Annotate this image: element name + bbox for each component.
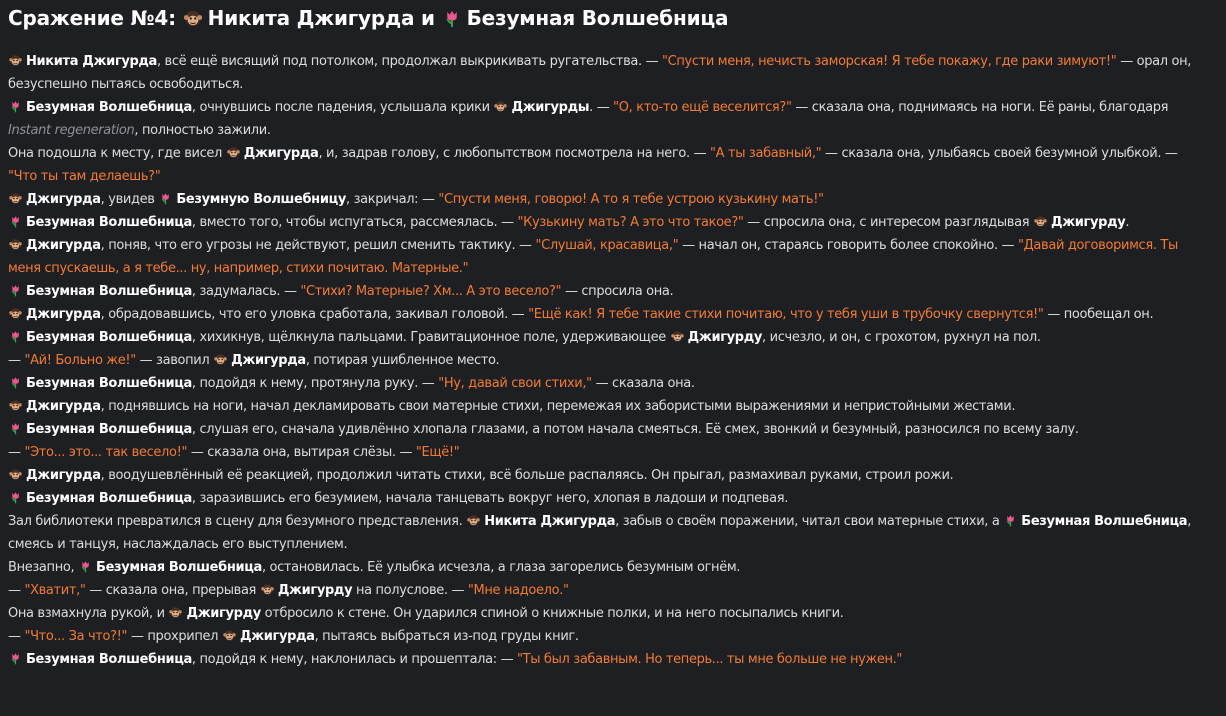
story-line <box>8 648 1218 671</box>
story-line <box>8 533 1218 556</box>
monkey-face-icon <box>8 192 23 205</box>
story-line <box>8 487 1218 510</box>
narration-text: — прохрипел <box>127 629 222 644</box>
tulip-icon <box>78 560 93 573</box>
narration-text: — <box>8 583 25 598</box>
dialogue-quote: "А ты забавный," <box>710 146 822 161</box>
narration-text: , закричал: — <box>346 192 439 207</box>
narration-text: — сказала она. <box>591 376 695 391</box>
narration-text: — сказала она, вытирая слёзы. — <box>187 445 416 460</box>
tulip-icon <box>1003 514 1018 527</box>
battle-title-and: и <box>421 6 435 30</box>
narration-text: , заразившись его безумием, начала танцевать вокруг него, хлопая в ладоши и подпевая. <box>191 491 788 506</box>
story-line <box>8 96 1218 119</box>
character-name: Безумная Волшебница <box>26 491 192 506</box>
monkey-face-icon <box>8 54 23 67</box>
monkey-face-icon <box>8 468 23 481</box>
narration-text: — <box>8 445 25 460</box>
story-line <box>8 579 1218 602</box>
battle-title-player2: Безумная Волшебница <box>466 6 729 30</box>
monkey-face-icon <box>466 514 481 527</box>
character-name: Безумная Волшебница <box>26 422 192 437</box>
story-line <box>8 165 1218 188</box>
tulip-icon <box>8 491 23 504</box>
story-line <box>8 257 1218 280</box>
dialogue-quote: "Спусти меня, говорю! А то я тебе устрою кузькину мать!" <box>438 192 824 207</box>
character-name: Джигурда <box>231 353 306 368</box>
dialogue-quote: "Ай! Больно же!" <box>24 353 136 368</box>
narration-text: — сказала она, прерывая <box>85 583 260 598</box>
tulip-icon <box>8 284 23 297</box>
narration-text: , хихикнув, щёлкнула пальцами. Гравитационное поле, удерживающее <box>191 330 670 345</box>
tulip-icon <box>8 422 23 435</box>
narration-text: на полуслове. — <box>352 583 468 598</box>
narration-text: отбросило к стене. Он ударился спиной о книжные полки, и на него посыпались книги. <box>260 606 844 621</box>
story-line <box>8 73 1218 96</box>
narration-text: — <box>8 353 25 368</box>
dialogue-quote: "Хватит," <box>24 583 86 598</box>
narration-text: , полностью зажили. <box>134 123 271 138</box>
narration-text: Она подошла к месту, где висел <box>8 146 226 161</box>
monkey-face-icon <box>226 146 241 159</box>
monkey-face-icon <box>670 330 685 343</box>
character-name: Никита Джигурда <box>484 514 616 529</box>
narration-text: , остановилась. Её улыбка исчезла, а глаза загорелись безумным огнём. <box>261 560 741 575</box>
narration-text: , подойдя к нему, протянула руку. — <box>191 376 439 391</box>
narration-text: , обрадовавшись, что его уловка сработала, закивал головой. — <box>100 307 529 322</box>
dialogue-quote: "Ещё!" <box>415 445 460 460</box>
battle-title-player1: Никита Джигурда <box>207 6 415 30</box>
monkey-face-icon <box>183 9 203 28</box>
character-name: Безумная Волшебница <box>96 560 262 575</box>
dialogue-quote: "Ну, давай свои стихи," <box>438 376 592 391</box>
tulip-icon <box>442 9 462 28</box>
story-line <box>8 303 1218 326</box>
story-line <box>8 211 1218 234</box>
character-name: Джигурду <box>277 583 353 598</box>
story-line <box>8 142 1218 165</box>
narration-text: — <box>8 629 25 644</box>
dialogue-quote: "Мне надоело." <box>467 583 569 598</box>
narration-text: — сказала она, улыбаясь своей безумной улыбкой. — <box>821 146 1178 161</box>
character-name: Джигурду <box>186 606 261 621</box>
character-name: Джигурда <box>26 399 101 414</box>
narration-text: , пытаясь выбраться из-под груды книг. <box>314 629 579 644</box>
narration-text: . <box>1125 215 1130 230</box>
narration-text: , всё ещё висящий под потолком, продолжал выкрикивать ругательства. — <box>156 54 663 69</box>
dialogue-quote: "Стихи? Матерные? Хм... А это весело?" <box>300 284 562 299</box>
dialogue-quote: "Спусти меня, нечисть заморская! Я тебе покажу, где раки зимуют!" <box>662 54 1117 69</box>
narration-text: , вместо того, чтобы испугаться, рассмеялась. — <box>191 215 518 230</box>
monkey-face-icon <box>222 629 237 642</box>
monkey-face-icon <box>493 100 508 113</box>
character-name: Джигурда <box>243 146 319 161</box>
dialogue-quote: "Ты был забавным. Но теперь... ты мне больше не нужен." <box>517 652 903 667</box>
narration-text: , <box>1187 514 1191 529</box>
narration-text: — пообещал он. <box>1043 307 1154 322</box>
narration-text: , увидев <box>100 192 159 207</box>
narration-text: — орал он, <box>1116 54 1192 69</box>
story-line <box>8 418 1218 441</box>
story-lines <box>8 50 1218 671</box>
monkey-face-icon <box>8 238 23 251</box>
monkey-face-icon <box>168 606 183 619</box>
character-name: Безумная Волшебница <box>26 215 192 230</box>
narration-text: , потирая ушибленное место. <box>305 353 500 368</box>
skill-name: Instant regeneration <box>8 123 135 138</box>
tulip-icon <box>158 192 173 205</box>
narration-text: , слушая его, сначала удивлённо хлопала глазами, а потом начала смеяться. Её смех, звонкий и безумный, разносился по всему залу. <box>191 422 1079 437</box>
dialogue-quote: "Давай договоримся. Ты <box>1017 238 1178 253</box>
dialogue-quote: "Ещё как! Я тебе такие стихи почитаю, что у тебя уши в трубочку свернутся!" <box>528 307 1044 322</box>
character-name: Джигурда <box>26 307 101 322</box>
monkey-face-icon <box>213 353 228 366</box>
narration-text: . — <box>589 100 614 115</box>
monkey-face-icon <box>8 307 23 320</box>
narration-text: — спросила она, с интересом разглядывая <box>743 215 1033 230</box>
character-name: Безумная Волшебница <box>26 330 192 345</box>
character-name: Безумная Волшебница <box>26 376 192 391</box>
monkey-face-icon <box>8 399 23 412</box>
character-name: Джигурда <box>26 192 101 207</box>
tulip-icon <box>8 100 23 113</box>
story-line <box>8 50 1218 73</box>
story-line <box>8 625 1218 648</box>
narration-text: , воодушевлённый её реакцией, продолжил читать стихи, всё больше распаляясь. Он прыгал, размахивал руками, строил рожи. <box>100 468 954 483</box>
tulip-icon <box>8 330 23 343</box>
narration-text: , поняв, что его угрозы не действуют, решил сменить тактику. — <box>100 238 536 253</box>
story-line <box>8 119 1218 142</box>
character-name: Никита Джигурда <box>26 54 157 69</box>
narration-text: , исчезло, и он, с грохотом, рухнул на пол. <box>762 330 1041 345</box>
tulip-icon <box>8 652 23 665</box>
story-line <box>8 372 1218 395</box>
narration-text: , и, задрав голову, с любопытством посмотрела на него. — <box>318 146 711 161</box>
dialogue-quote: "Слушай, красавица," <box>535 238 679 253</box>
dialogue-quote: "Что ты там делаешь?" <box>8 169 161 184</box>
narration-text: Зал библиотеки превратился в сцену для безумного представления. <box>8 514 467 529</box>
narration-text: Она взмахнула рукой, и <box>8 606 169 621</box>
character-name: Безумная Волшебница <box>1021 514 1188 529</box>
character-name: Джигурду <box>1050 215 1126 230</box>
story-line <box>8 464 1218 487</box>
story-line <box>8 234 1218 257</box>
character-name: Безумная Волшебница <box>26 652 192 667</box>
dialogue-quote: "Это... это... так весело!" <box>24 445 188 460</box>
story-line <box>8 602 1218 625</box>
character-name: Джигурда <box>26 238 101 253</box>
story-line <box>8 556 1218 579</box>
character-name: Безумную Волшебницу <box>176 192 346 207</box>
dialogue-quote: "Что... За что?!" <box>24 629 128 644</box>
battle-title <box>8 4 1218 32</box>
narration-text: , поднявшись на ноги, начал декламировать свои матерные стихи, перемежая их забористыми выражениями и непристойными жестами. <box>100 399 1016 414</box>
story-line <box>8 395 1218 418</box>
story-line <box>8 441 1218 464</box>
story-line <box>8 510 1218 533</box>
character-name: Джигурда <box>239 629 315 644</box>
dialogue-quote: "О, кто-то ещё веселится?" <box>613 100 792 115</box>
battle-title-prefix: Сражение №4: <box>8 6 176 30</box>
character-name: Безумная Волшебница <box>26 284 192 299</box>
dialogue-quote: меня спускаешь, а я тебе... ну, например, стихи почитаю. Матерные." <box>8 261 469 276</box>
dialogue-quote: "Кузькину мать? А это что такое?" <box>517 215 744 230</box>
narration-text: , подойдя к нему, наклонилась и прошептала: — <box>191 652 518 667</box>
character-name: Безумная Волшебница <box>26 100 192 115</box>
narration-text: , очнувшись после падения, услышала крики <box>191 100 494 115</box>
story-line <box>8 326 1218 349</box>
story-line <box>8 349 1218 372</box>
character-name: Джигурды <box>511 100 590 115</box>
character-name: Джигурда <box>26 468 101 483</box>
story-line <box>8 188 1218 211</box>
narration-text: — завопил <box>135 353 214 368</box>
character-name: Джигурду <box>687 330 763 345</box>
narration-text: смеясь и танцуя, наслаждалась его выступлением. <box>8 537 348 552</box>
tulip-icon <box>8 376 23 389</box>
narration-text: Внезапно, <box>8 560 79 575</box>
narration-text: , забыв о своём поражении, читал свои матерные стихи, а <box>615 514 1004 529</box>
narration-text: — спросила она. <box>561 284 674 299</box>
monkey-face-icon <box>1033 215 1048 228</box>
narration-text: — сказала она, поднимаясь на ноги. Её раны, благодаря <box>791 100 1169 115</box>
tulip-icon <box>8 215 23 228</box>
narration-text: безуспешно пытаясь освободиться. <box>8 77 244 92</box>
monkey-face-icon <box>260 583 275 596</box>
story-line <box>8 280 1218 303</box>
narration-text: , задумалась. — <box>191 284 301 299</box>
narration-text: — начал он, стараясь говорить более спокойно. — <box>678 238 1018 253</box>
